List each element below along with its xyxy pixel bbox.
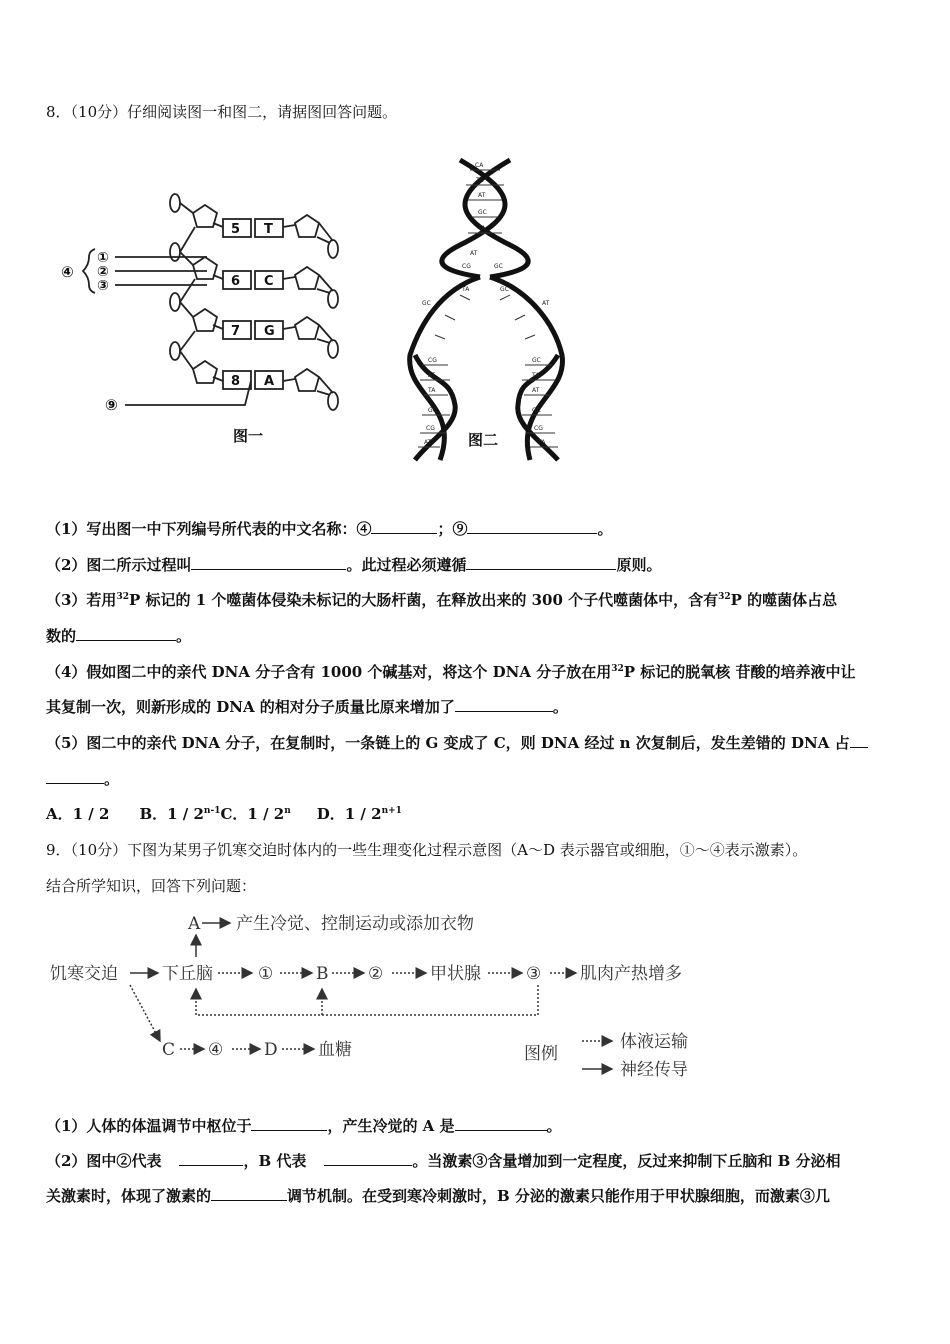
pair-label: AT xyxy=(532,387,540,394)
phosphate-left-4 xyxy=(170,342,180,360)
pair-label: TA xyxy=(478,225,486,232)
q8-title: 8．（10分）仔细阅读图一和图二，请据图回答问题。 xyxy=(46,103,398,121)
q8-sub3-text-a: （3）若用 xyxy=(46,591,117,609)
q8-sub3-text-e: 。 xyxy=(176,627,192,645)
base-number-6: 6 xyxy=(231,274,241,289)
pair-label: GC xyxy=(428,407,437,414)
q8-sub3-sup2: 32 xyxy=(718,592,731,602)
sugar-right-2 xyxy=(295,267,319,289)
pair-label: AT xyxy=(424,439,432,446)
q9-sub2-text-e: 调节机制。在受到寒冷刺激时，B 分泌的激素只能作用于甲状腺细胞，而激素③几 xyxy=(287,1187,830,1205)
answer-blank-hormone2[interactable] xyxy=(179,1151,243,1166)
phosphate-left-2 xyxy=(170,243,180,261)
marker-1: ① xyxy=(97,250,109,266)
pair-label: CG xyxy=(534,425,543,432)
marker-4: ④ xyxy=(61,263,74,281)
figure2-caption: 图二 xyxy=(468,431,499,449)
pair-label: AT xyxy=(428,372,436,379)
q8-sub3-text-d: 数的 xyxy=(46,627,77,645)
answer-blank-principle[interactable] xyxy=(466,555,616,570)
answer-blank-feedback[interactable] xyxy=(211,1186,287,1201)
node-c: C xyxy=(162,1040,176,1060)
q9-sub2-text-d: 关激素时，体现了激素的 xyxy=(46,1187,212,1205)
q9-sub2-line2 xyxy=(46,1186,910,1206)
pair-label: TA xyxy=(428,387,436,394)
answer-blank-9[interactable] xyxy=(467,519,597,534)
pair-label: GC xyxy=(532,357,541,364)
node-hormone-2: ② xyxy=(368,964,384,984)
pair-label: TA xyxy=(538,439,546,446)
answer-blank-ratio[interactable] xyxy=(76,626,176,641)
sugar-left-4 xyxy=(193,361,217,383)
node-hypothalamus: 下丘脑 xyxy=(162,964,213,984)
marker-2: ② xyxy=(97,264,109,280)
answer-blank-center[interactable] xyxy=(251,1116,327,1131)
answer-blank-process[interactable] xyxy=(191,555,346,570)
marker-3: ③ xyxy=(97,278,109,294)
node-d: D xyxy=(264,1040,278,1060)
figure2-dna-replication xyxy=(400,155,575,465)
sugar-left-3 xyxy=(193,309,217,331)
pair-label: TA xyxy=(532,372,540,379)
q8-sub1 xyxy=(46,519,910,539)
q8-sub4-sup: 32 xyxy=(611,664,624,674)
q8-sub4-line2 xyxy=(46,697,910,717)
answer-blank-error-part2[interactable] xyxy=(46,769,104,784)
legend-nerve: 神经传导 xyxy=(620,1060,688,1080)
legend-fluid: 体液运输 xyxy=(620,1032,688,1052)
sugar-right-1 xyxy=(295,215,319,237)
q8-sub2 xyxy=(46,555,910,575)
pair-label: AT xyxy=(478,192,486,199)
phosphate-left-3 xyxy=(170,293,180,311)
q8-sub5-line1 xyxy=(46,733,910,753)
q8-sub3-sup1: 32 xyxy=(116,592,129,602)
pair-label: GC xyxy=(478,209,487,216)
answer-blank-b[interactable] xyxy=(324,1151,412,1166)
q9-title-2: 结合所学知识，回答下列问题： xyxy=(46,877,257,895)
pair-label: CG xyxy=(428,357,437,364)
base-letter-c: C xyxy=(264,274,274,289)
q8-sub3-line2 xyxy=(46,626,910,646)
pair-label: GC xyxy=(532,407,541,414)
answer-blank-error-part1[interactable] xyxy=(850,733,868,748)
figure1-dna-structure xyxy=(55,185,355,450)
q8-sub3-text-b: P 标记的 1 个噬菌体侵染未标记的大肠杆菌，在释放出来的 300 个子代噬菌体中，含有 xyxy=(128,591,719,609)
pair-label: GC xyxy=(500,286,509,293)
q9-sub1 xyxy=(46,1116,910,1136)
node-hormone-3: ③ xyxy=(526,964,542,984)
node-glucose: 血糖 xyxy=(318,1040,352,1060)
q8-sub1-text-b: ；⑨ xyxy=(437,520,468,538)
q9-sub1-text-c: 。 xyxy=(546,1117,562,1135)
marker-9: ⑨ xyxy=(105,396,118,414)
sugar-right-4 xyxy=(295,369,319,391)
node-a-text: 产生冷觉、控制运动或添加衣物 xyxy=(236,914,474,934)
pair-label: CA xyxy=(475,162,484,169)
q9-sub2-text-b: ，B 代表 xyxy=(243,1152,307,1170)
node-hormone-4: ④ xyxy=(208,1040,224,1060)
node-start: 饥寒交迫 xyxy=(50,964,118,984)
option-b-sup: n-1 xyxy=(203,806,221,816)
q9-sub1-text-a: （1）人体的体温调节中枢位于 xyxy=(46,1117,252,1135)
answer-blank-4[interactable] xyxy=(371,519,437,534)
q8-sub4-text-d: 。 xyxy=(552,698,568,716)
q8-sub4-text-c: 其复制一次，则新形成的 DNA 的相对分子质量比原来增加了 xyxy=(46,698,455,716)
option-d-sup: n+1 xyxy=(381,806,402,816)
base-letter-t: T xyxy=(264,222,273,237)
option-c-sup: n xyxy=(284,806,291,816)
node-muscle: 肌肉产热增多 xyxy=(580,964,682,984)
option-b[interactable]: B．1 / 2 xyxy=(139,805,204,823)
sugar-right-3 xyxy=(295,317,319,339)
q9-title: 9．（10分）下图为某男子饥寒交迫时体内的一些生理变化过程示意图（A～D 表示器官或细胞，①～④表示激素）。 xyxy=(46,841,808,859)
q8-sub3-text-c: P 的噬菌体占总 xyxy=(730,591,838,609)
q8-sub2-text-b: 。此过程必须遵循 xyxy=(346,556,467,574)
option-d[interactable]: D．1 / 2 xyxy=(316,805,382,823)
node-b: B xyxy=(316,964,329,984)
pair-label: AT xyxy=(470,250,478,257)
option-c[interactable]: C．1 / 2 xyxy=(220,805,285,823)
figure1-caption: 图一 xyxy=(233,427,264,445)
q9-sub2-text-a: （2）图中②代表 xyxy=(46,1152,162,1170)
pair-label: GC xyxy=(494,263,503,270)
q8-sub2-text-a: （2）图二所示过程叫 xyxy=(46,556,192,574)
q8-sub1-text-a: （1）写出图一中下列编号所代表的中文名称：④ xyxy=(46,520,372,538)
legend-title: 图例 xyxy=(524,1044,558,1064)
phosphate-left-1 xyxy=(170,194,180,212)
q9-sub2-text-c: 。当激素③含量增加到一定程度，反过来抑制下丘脑和 B 分泌相 xyxy=(412,1152,841,1170)
option-a[interactable]: A．1 / 2 xyxy=(46,805,110,823)
q9-sub1-text-b: ，产生冷觉的 A 是 xyxy=(327,1117,455,1135)
q8-sub1-text-c: 。 xyxy=(597,520,613,538)
q8-sub4-line1 xyxy=(46,662,910,682)
q8-sub5-text-c: 。 xyxy=(104,770,120,788)
pair-label: TA xyxy=(462,286,470,293)
q8-sub5-text-a: （5）图二中的亲代 DNA 分子，在复制时，一条链上的 G 变成了 C，则 DNA 经过 n 次复制后，发生差错的 DNA 占 xyxy=(46,734,850,752)
answer-blank-a[interactable] xyxy=(455,1116,547,1131)
base-number-5: 5 xyxy=(231,222,241,237)
base-number-8: 8 xyxy=(231,374,241,389)
answer-blank-mass[interactable] xyxy=(455,697,553,712)
node-thyroid: 甲状腺 xyxy=(430,964,481,984)
q8-sub4-text-b: P 标记的脱氧核 苷酸的培养液中让 xyxy=(623,663,856,681)
node-a: A xyxy=(188,914,201,934)
node-hormone-1: ① xyxy=(258,964,274,984)
pair-label: GC xyxy=(422,300,431,307)
q8-sub3-line1 xyxy=(46,590,910,610)
base-letter-g: G xyxy=(264,324,275,339)
q8-sub5-line2 xyxy=(46,769,910,789)
base-letter-a: A xyxy=(264,374,275,389)
base-number-7: 7 xyxy=(231,324,241,339)
q9-sub2-line1 xyxy=(46,1151,910,1171)
pair-label: AT xyxy=(542,300,550,307)
pair-label: TA xyxy=(476,177,484,184)
q8-sub4-text-a: （4）假如图二中的亲代 DNA 分子含有 1000 个碱基对，将这个 DNA 分子放在用 xyxy=(46,663,612,681)
q8-options xyxy=(46,804,910,824)
q8-sub2-text-c: 原则。 xyxy=(616,556,662,574)
q9-regulation-diagram xyxy=(46,905,706,1090)
pair-label: CG xyxy=(462,263,471,270)
pair-label: CG xyxy=(426,425,435,432)
